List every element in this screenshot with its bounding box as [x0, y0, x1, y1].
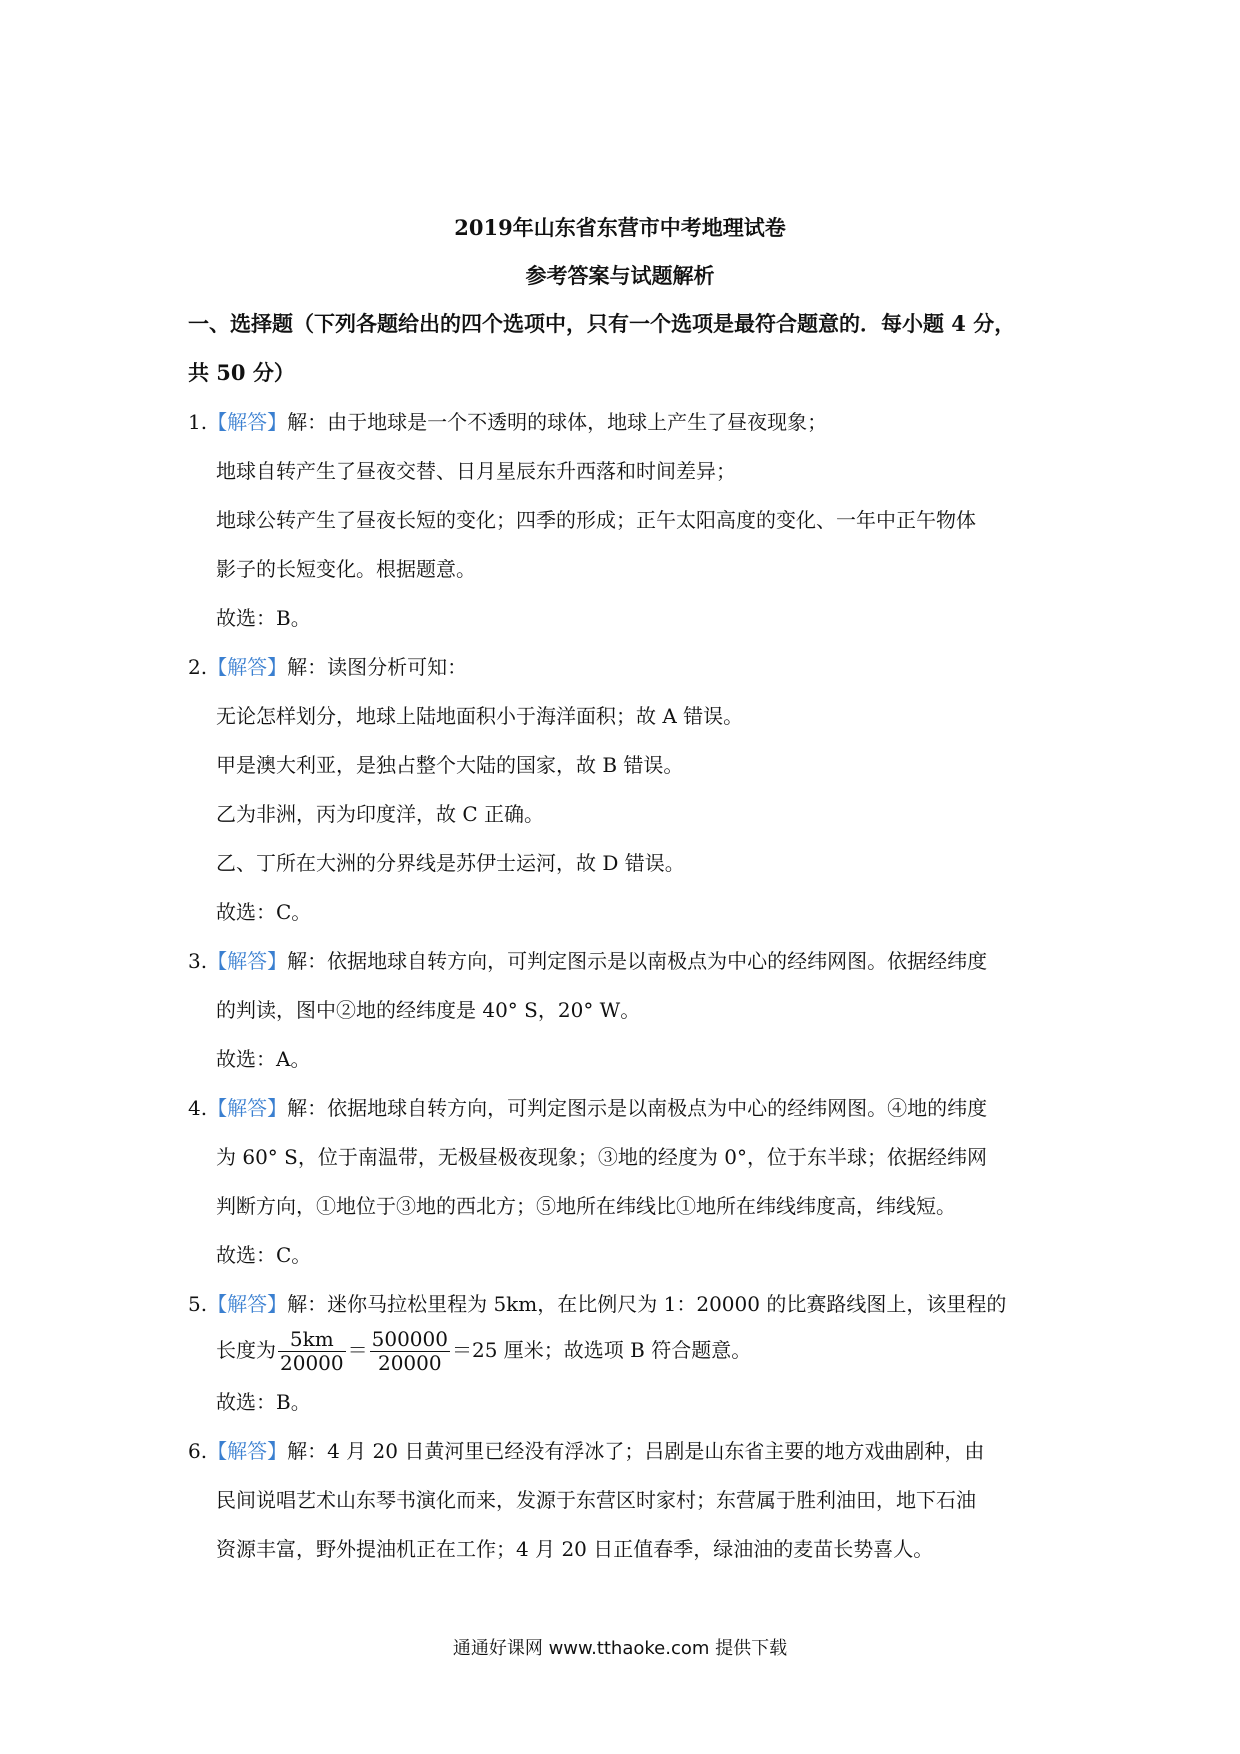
answer-tag: 【解答】: [207, 1439, 288, 1463]
fraction-km: [278, 1328, 346, 1375]
answer-text: 解：依据地球自转方向，可判定图示是以南极点为中心的经纬网图。依据经纬度: [287, 949, 988, 973]
length-label: 长度为: [216, 1338, 276, 1362]
fraction-denominator: 20000: [280, 1351, 344, 1375]
answer-3-choice: 故选：A。: [216, 1047, 311, 1071]
answer-tag: 【解答】: [207, 1096, 288, 1120]
answer-3-line-2: 的判读，图中②地的经纬度是 40° S，20° W。: [216, 998, 641, 1022]
question-number: 3.: [188, 949, 208, 973]
answer-text: 解：由于地球是一个不透明的球体，地球上产生了昼夜现象；: [287, 410, 828, 434]
answer-5-line-1: [188, 1288, 1006, 1317]
fraction-numerator: 500000: [371, 1327, 448, 1351]
answer-tag: 【解答】: [207, 1292, 288, 1316]
answer-1-choice: 故选：B。: [216, 606, 311, 630]
section-heading-line1: 一、选择题（下列各题给出的四个选项中，只有一个选项是最符合题意的．每小题 4 分，: [188, 311, 1016, 336]
answer-2-choice: 故选：C。: [216, 900, 312, 924]
answer-6-line-1: [188, 1435, 984, 1464]
answer-tag: 【解答】: [207, 410, 288, 434]
answer-6-line-3: 资源丰富，野外提油机正在工作；4 月 20 日正值春季，绿油油的麦苗长势喜人。: [216, 1537, 934, 1561]
answer-4-line-2: 为 60° S，位于南温带，无极昼极夜现象；③地的经度为 0°，位于东半球；依据经纬网: [216, 1145, 987, 1169]
answer-5-line-2: [216, 1328, 751, 1375]
document-title: 2019年山东省东营市中考地理试卷: [454, 215, 786, 240]
answer-text: 解：读图分析可知：: [287, 655, 468, 679]
fraction-cm: [370, 1328, 450, 1375]
answer-tag: 【解答】: [207, 655, 288, 679]
document-subtitle: 参考答案与试题解析: [525, 263, 715, 288]
length-result: ＝25 厘米；故选项 B 符合题意。: [451, 1338, 752, 1362]
answer-text: 解：迷你马拉松里程为 5km，在比例尺为 1：20000 的比赛路线图上，该里程的: [287, 1292, 1007, 1316]
answer-3-line-1: [188, 945, 987, 974]
answer-tag: 【解答】: [207, 949, 288, 973]
answer-text: 解：4 月 20 日黄河里已经没有浮冰了；吕剧是山东省主要的地方戏曲剧种，由: [287, 1439, 985, 1463]
answer-4-line-3: 判断方向，①地位于③地的西北方；⑤地所在纬线比①地所在纬线纬度高，纬线短。: [216, 1194, 956, 1218]
answer-5-choice: 故选：B。: [216, 1390, 311, 1414]
answer-4-line-1: [188, 1092, 987, 1121]
answer-2-line-3: 甲是澳大利亚，是独占整个大陆的国家，故 B 错误。: [216, 753, 684, 777]
question-number: 2.: [188, 655, 208, 679]
answer-1-line-2: 地球自转产生了昼夜交替、日月星辰东升西落和时间差异；: [216, 459, 736, 483]
page-footer: 通通好课网 www.tthaoke.com 提供下载: [452, 1638, 788, 1659]
answer-text: 解：依据地球自转方向，可判定图示是以南极点为中心的经纬网图。④地的纬度: [287, 1096, 988, 1120]
answer-2-line-2: 无论怎样划分，地球上陆地面积小于海洋面积；故 A 错误。: [216, 704, 744, 728]
answer-1-line-1: [188, 406, 827, 435]
answer-1-line-4: 影子的长短变化。根据题意。: [216, 557, 476, 581]
question-number: 1.: [188, 410, 208, 434]
question-number: 6.: [188, 1439, 208, 1463]
fraction-denominator: 20000: [377, 1351, 442, 1375]
fraction-numerator: 5km: [278, 1328, 346, 1352]
question-number: 4.: [188, 1096, 208, 1120]
section-heading-line2: 共 50 分）: [188, 360, 295, 385]
equals-sign: ＝: [347, 1338, 368, 1362]
answer-1-line-3: 地球公转产生了昼夜长短的变化；四季的形成；正午太阳高度的变化、一年中正午物体: [216, 508, 976, 532]
answer-2-line-4: 乙为非洲，丙为印度洋，故 C 正确。: [216, 802, 545, 826]
answer-4-choice: 故选：C。: [216, 1243, 312, 1267]
answer-2-line-1: [188, 651, 467, 680]
question-number: 5.: [188, 1292, 208, 1316]
answer-2-line-5: 乙、丁所在大洲的分界线是苏伊士运河，故 D 错误。: [216, 851, 685, 875]
answer-6-line-2: 民间说唱艺术山东琴书演化而来，发源于东营区时家村；东营属于胜利油田，地下石油: [216, 1488, 976, 1512]
